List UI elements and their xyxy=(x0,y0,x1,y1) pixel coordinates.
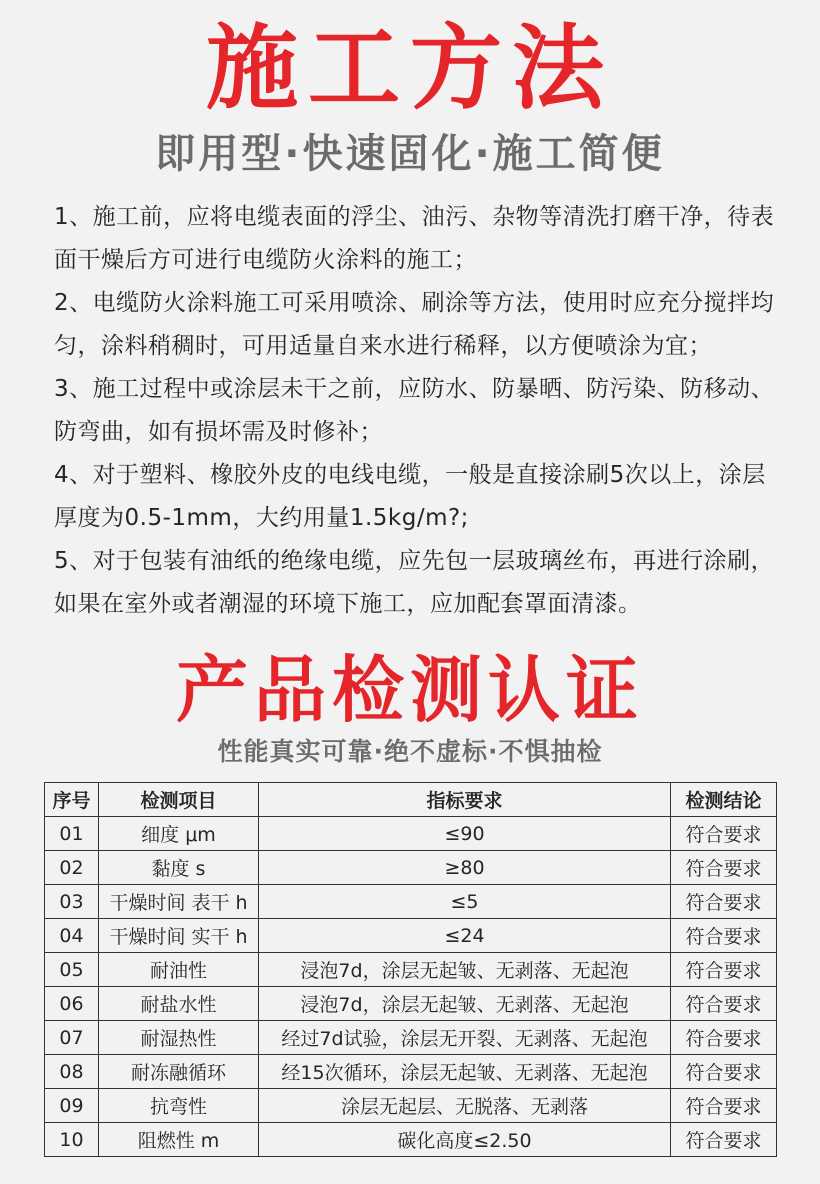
table-row xyxy=(45,1055,777,1089)
cell-item: 黏度 s xyxy=(99,851,259,885)
cell-index: 07 xyxy=(45,1021,99,1055)
cell-conclusion: 符合要求 xyxy=(671,953,777,987)
cell-item: 抗弯性 xyxy=(99,1089,259,1123)
section-subtitle: 性能真实可靠·绝不虚标·不惧抽检 xyxy=(217,737,603,766)
cell-item: 耐油性 xyxy=(99,953,259,987)
cell-requirement: ≥80 xyxy=(259,851,671,885)
step-4: 4、对于塑料、橡胶外皮的电线电缆，一般是直接涂刷5次以上，涂层厚度为0.5-1mm，大约用量1.5kg/m?; xyxy=(54,462,766,531)
cell-conclusion: 符合要求 xyxy=(671,987,777,1021)
cell-requirement: 涂层无起层、无脱落、无剥落 xyxy=(259,1089,671,1123)
cell-index: 03 xyxy=(45,885,99,919)
table-row xyxy=(45,885,777,919)
cell-requirement: ≤90 xyxy=(259,817,671,851)
cell-item: 耐冻融循环 xyxy=(99,1055,259,1089)
cell-index: 01 xyxy=(45,817,99,851)
table-row xyxy=(45,953,777,987)
cell-item: 耐盐水性 xyxy=(99,987,259,1021)
table-row xyxy=(45,1021,777,1055)
step-3: 3、施工过程中或涂层未干之前，应防水、防暴晒、防污染、防移动、防弯曲，如有损坏需及时修补； xyxy=(54,376,775,445)
table-body xyxy=(45,817,777,1157)
table-header-row xyxy=(45,783,777,817)
table-row xyxy=(45,987,777,1021)
cell-item: 干燥时间 实干 h xyxy=(99,919,259,953)
cell-conclusion: 符合要求 xyxy=(671,885,777,919)
cell-requirement: 经过7d试验，涂层无开裂、无剥落、无起泡 xyxy=(259,1021,671,1055)
table-row xyxy=(45,1089,777,1123)
cell-requirement: 浸泡7d，涂层无起皱、无剥落、无起泡 xyxy=(259,987,671,1021)
section-title: 产品检测认证 xyxy=(175,648,644,732)
header-conclusion: 检测结论 xyxy=(671,783,777,817)
cell-index: 05 xyxy=(45,953,99,987)
page-title: 施工方法 xyxy=(205,15,614,122)
test-results-table xyxy=(44,782,777,1157)
cell-item: 耐湿热性 xyxy=(99,1021,259,1055)
cell-requirement: ≤24 xyxy=(259,919,671,953)
table-row xyxy=(45,817,777,851)
cell-conclusion: 符合要求 xyxy=(671,1021,777,1055)
cell-item: 干燥时间 表干 h xyxy=(99,885,259,919)
construction-steps xyxy=(54,196,780,626)
table-row xyxy=(45,1123,777,1157)
cell-index: 09 xyxy=(45,1089,99,1123)
table-row xyxy=(45,919,777,953)
cell-requirement: 经15次循环，涂层无起皱、无剥落、无起泡 xyxy=(259,1055,671,1089)
cell-requirement: ≤5 xyxy=(259,885,671,919)
cell-index: 10 xyxy=(45,1123,99,1157)
step-2: 2、电缆防火涂料施工可采用喷涂、刷涂等方法，使用时应充分搅拌均匀，涂料稍稠时，可用适量自来水进行稀释，以方便喷涂为宜； xyxy=(54,290,775,359)
cell-conclusion: 符合要求 xyxy=(671,817,777,851)
header-item: 检测项目 xyxy=(99,783,259,817)
step-5: 5、对于包装有油纸的绝缘电缆，应先包一层玻璃丝布，再进行涂刷，如果在室外或者潮湿的环境下施工，应加配套罩面清漆。 xyxy=(54,548,775,617)
cell-conclusion: 符合要求 xyxy=(671,851,777,885)
cell-index: 08 xyxy=(45,1055,99,1089)
header-requirement: 指标要求 xyxy=(259,783,671,817)
cell-index: 02 xyxy=(45,851,99,885)
cell-index: 06 xyxy=(45,987,99,1021)
cell-requirement: 碳化高度≤2.50 xyxy=(259,1123,671,1157)
cell-item: 细度 μm xyxy=(99,817,259,851)
cell-conclusion: 符合要求 xyxy=(671,1055,777,1089)
page-subtitle: 即用型·快速固化·施工简便 xyxy=(155,131,665,177)
cell-index: 04 xyxy=(45,919,99,953)
cell-requirement: 浸泡7d，涂层无起皱、无剥落、无起泡 xyxy=(259,953,671,987)
table-row xyxy=(45,851,777,885)
step-1: 1、施工前，应将电缆表面的浮尘、油污、杂物等清洗打磨干净，待表面干燥后方可进行电缆防火涂料的施工； xyxy=(54,204,775,273)
cell-item: 阻燃性 m xyxy=(99,1123,259,1157)
cell-conclusion: 符合要求 xyxy=(671,1123,777,1157)
cell-conclusion: 符合要求 xyxy=(671,919,777,953)
cell-conclusion: 符合要求 xyxy=(671,1089,777,1123)
header-index: 序号 xyxy=(45,783,99,817)
